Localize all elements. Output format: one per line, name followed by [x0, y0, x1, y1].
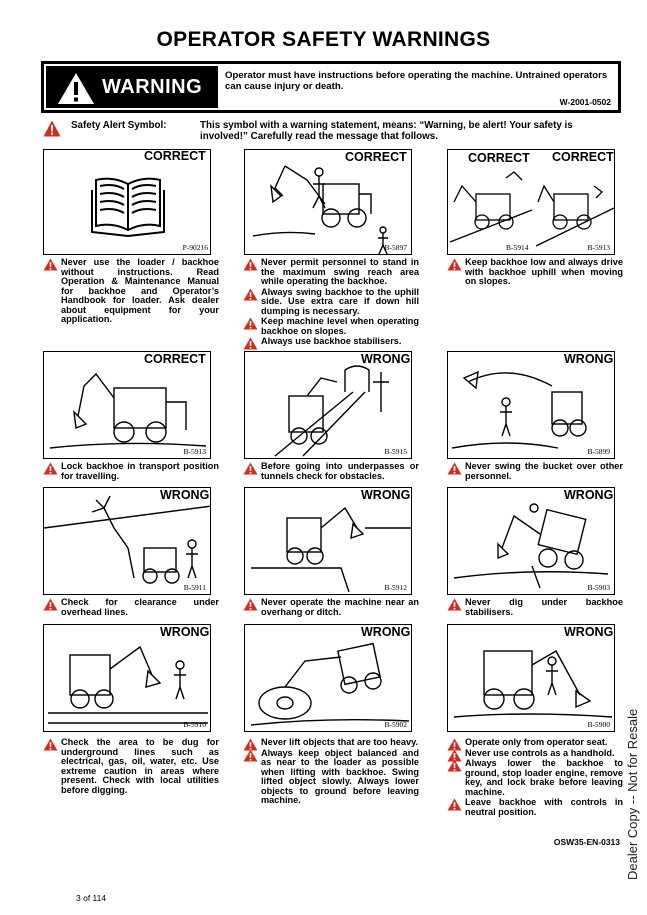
panel-overhang [244, 487, 412, 595]
alert-text: This symbol with a warning statement, means: “Warning, be alert! Your safety is involved!” Carefully read the message that follows. [200, 120, 573, 142]
caption-group [43, 258, 219, 326]
panel-manual [43, 149, 211, 255]
swing-bucket-illustration [448, 352, 615, 459]
panel-tag: WRONG [564, 488, 614, 502]
caption-item [447, 759, 623, 797]
caption-text: Before going into underpasses or tunnels check for obstacles. [261, 461, 419, 481]
panel-tag: WRONG [361, 625, 411, 639]
alert-triangle-icon [243, 337, 258, 350]
panel-tag: CORRECT [144, 149, 206, 163]
panel-code: B-5912 [384, 583, 407, 592]
stabilisers-illustration [448, 488, 615, 595]
slope-illustration [448, 150, 615, 255]
page-number: 3 of 114 [76, 893, 107, 903]
caption-text: Leave backhoe with controls in neutral position. [465, 797, 623, 817]
caption-item [243, 317, 419, 336]
caption-text: Operate only from operator seat. [465, 737, 608, 747]
panel-code: B-5902 [384, 720, 407, 729]
panel-tag: WRONG [361, 352, 411, 366]
caption-group [43, 462, 219, 482]
panel-tag: WRONG [160, 625, 210, 639]
panel-code: B-5914 [506, 243, 529, 252]
caption-item [43, 462, 219, 481]
caption-group [447, 598, 623, 618]
manual-book-icon [44, 150, 211, 255]
alert-triangle-icon [243, 462, 258, 475]
panel-tag: CORRECT [144, 352, 206, 366]
panel-code: B-5900 [587, 720, 610, 729]
caption-text: Check the area to be dug for underground lines such as electrical, gas, oil, water, etc. Use extreme caution in areas where present. Check with local utilities before digging. [61, 737, 219, 795]
operator-seat-illustration [448, 625, 615, 732]
panel-code: P-90216 [182, 243, 208, 252]
caption-text: Keep backhoe low and always drive with backhoe uphill when moving on slopes. [465, 257, 623, 286]
caption-group [243, 462, 419, 482]
caption-item [447, 258, 623, 287]
panel-swing-bucket [447, 351, 615, 459]
panel-heavy-lift [244, 624, 412, 732]
panel-swing-reach [244, 149, 412, 255]
panel-code: B-5897 [384, 243, 407, 252]
panel-stabilisers [447, 487, 615, 595]
caption-text: Never lift objects that are too heavy. [261, 737, 419, 747]
caption-group [447, 738, 623, 818]
caption-item [447, 462, 623, 481]
alert-triangle-icon [243, 598, 258, 611]
warning-triangle-icon [57, 72, 95, 105]
alert-triangle-icon [43, 258, 58, 271]
panel-code: B-5903 [587, 583, 610, 592]
panel-code: B-5910 [183, 720, 206, 729]
warning-word: WARNING [102, 76, 203, 98]
alert-label: Safety Alert Symbol: [71, 120, 167, 131]
panel-slopes [447, 149, 615, 255]
panel-transport [43, 351, 211, 459]
caption-text: Never operate the machine near an overhang or ditch. [261, 597, 419, 617]
alert-triangle-icon [447, 598, 462, 611]
panel-operator-seat [447, 624, 615, 732]
panel-tag: WRONG [160, 488, 210, 502]
panel-code: B-5913 [587, 243, 610, 252]
panel-code: B-5911 [183, 583, 206, 592]
panel-tunnel [244, 351, 412, 459]
caption-item [43, 738, 219, 795]
warning-code: W-2001-0502 [559, 97, 611, 107]
caption-item [243, 258, 419, 287]
caption-text: Never use controls as a handhold. [465, 747, 615, 758]
caption-item [243, 288, 419, 317]
caption-group [243, 738, 419, 807]
caption-text: Never permit personnel to stand in the maximum swing reach area while operating the backhoe. [261, 257, 419, 286]
tunnel-illustration [245, 352, 412, 459]
caption-text: Keep machine level when operating backhoe on slopes. [261, 316, 419, 336]
alert-triangle-icon [243, 288, 258, 301]
panel-tag: CORRECT [345, 150, 407, 164]
page-title: OPERATOR SAFETY WARNINGS [156, 28, 491, 51]
caption-item [447, 738, 623, 748]
heavy-lift-illustration [245, 625, 412, 732]
overhead-lines-illustration [44, 488, 211, 595]
caption-item [447, 798, 623, 817]
panel-code: B-5913 [183, 447, 206, 456]
caption-item [243, 749, 419, 806]
caption-text: Always lower the backhoe to ground, stop loader engine, remove key, and lock brake before leaving machine. [465, 758, 623, 797]
panel-code: B-5899 [587, 447, 610, 456]
caption-item [243, 462, 419, 481]
caption-text: Never use the loader / backhoe without instructions. Read Operation & Maintenance Manual for backhoe and Operator’s Handbook for loader. Ask dealer about equipment for your application. [61, 257, 219, 324]
transport-illustration [44, 352, 211, 459]
alert-triangle-icon [447, 462, 462, 475]
alert-triangle-icon [43, 462, 58, 475]
panel-code: B-5915 [384, 447, 407, 456]
warning-box [41, 61, 621, 113]
caption-item [243, 598, 419, 617]
footer-code: OSW35-EN-0313 [553, 837, 620, 847]
caption-group [447, 462, 623, 482]
caption-text: Always keep object balanced and as near to the loader as possible when lifting with backhoe. Swing lifted object slowly. Always lower objects to ground before leaving machine. [261, 747, 419, 805]
caption-text: Always use backhoe stabilisers. [261, 336, 402, 346]
underground-lines-illustration [44, 625, 211, 732]
warning-badge [46, 66, 218, 108]
panel-tag: CORRECT [552, 150, 614, 164]
caption-text: Check for clearance under overhead lines. [61, 597, 219, 617]
panel-tag: WRONG [361, 488, 411, 502]
panel-overhead [43, 487, 211, 595]
overhang-illustration [245, 488, 412, 595]
alert-triangle-icon [447, 798, 462, 811]
alert-triangle-icon [43, 738, 58, 751]
alert-triangle-icon [43, 120, 61, 137]
caption-item [447, 598, 623, 617]
alert-triangle-icon [447, 258, 462, 271]
caption-group [243, 258, 419, 348]
caption-group [447, 258, 623, 288]
alert-triangle-icon [243, 749, 258, 762]
panel-tag: WRONG [564, 625, 614, 639]
warning-text: Operator must have instructions before operating the machine. Untrained operators can cause injury or death. [225, 70, 608, 92]
caption-item [43, 258, 219, 325]
caption-item [243, 337, 419, 347]
caption-group [43, 738, 219, 796]
alert-triangle-icon [447, 759, 462, 772]
backhoe-operator-illustration [245, 150, 412, 255]
alert-triangle-icon [43, 598, 58, 611]
safety-alert [41, 118, 621, 148]
panel-tag: CORRECT [468, 151, 530, 165]
alert-triangle-icon [243, 258, 258, 271]
caption-item [43, 598, 219, 617]
caption-text: Always swing backhoe to the uphill side. Use extra care if down hill dumping is necessary. [261, 286, 419, 316]
panel-tag: WRONG [564, 352, 614, 366]
caption-group [43, 598, 219, 618]
caption-item [243, 738, 419, 748]
side-watermark: Dealer Copy -- Not for Resale [625, 708, 640, 880]
caption-group [243, 598, 419, 618]
caption-item [447, 749, 623, 759]
panel-underground [43, 624, 211, 732]
caption-text: Lock backhoe in transport position for travelling. [61, 461, 219, 481]
alert-triangle-icon [243, 317, 258, 330]
caption-text: Never dig under backhoe stabilisers. [465, 597, 623, 617]
caption-text: Never swing the bucket over other personnel. [465, 461, 623, 481]
